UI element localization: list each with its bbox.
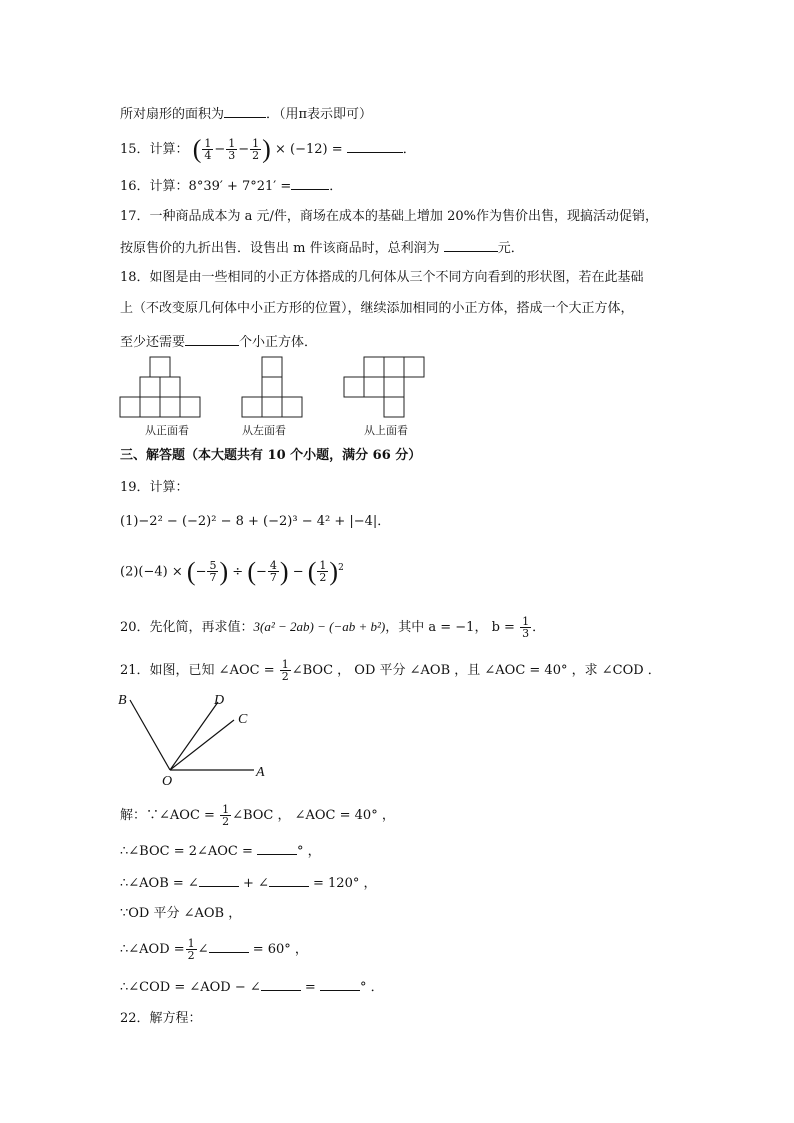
sol2-post: ° ， xyxy=(297,844,321,859)
sol1-text-rest: ∠BOC ， ∠AOC = 40° ， xyxy=(232,808,395,823)
q20-text: 20．先化简，再求值： xyxy=(120,620,254,635)
question-18-line1: 18．如图是由一些相同的小正方体搭成的几何体从三个不同方向看到的形状图，若在此基础 xyxy=(120,270,644,285)
question-16 xyxy=(120,175,342,197)
sol3-post: = 120° ， xyxy=(313,876,377,891)
sol1-text: 解：∵∠AOC = xyxy=(120,808,215,823)
front-view-label: 从正面看 xyxy=(145,425,189,437)
sol3-text: ∴∠AOB = ∠ xyxy=(120,876,199,891)
q18-post: 个小正方体． xyxy=(239,335,318,350)
point-A: A xyxy=(256,765,265,780)
q15-post: ． xyxy=(402,142,416,157)
answer-blank[interactable] xyxy=(347,138,403,153)
answer-blank[interactable] xyxy=(261,976,301,991)
sol3-mid: + ∠ xyxy=(242,876,269,891)
question-18-line2: 上（不改变原几何体中小正方形的位置），继续添加相同的小正方体，搭成一个大正方体， xyxy=(120,301,634,316)
left-view-label: 从左面看 xyxy=(242,425,286,437)
answer-blank[interactable] xyxy=(257,840,297,855)
q19-part2-label: (2) xyxy=(120,564,139,580)
top-view-label: 从上面看 xyxy=(364,425,408,437)
three-views-figure xyxy=(110,352,440,440)
answer-blank[interactable] xyxy=(224,103,266,118)
q16-post: ． xyxy=(329,179,343,194)
solution-line-2 xyxy=(120,840,321,862)
q20-condition: ，其中 a = −1， b = xyxy=(385,620,515,635)
answer-blank[interactable] xyxy=(444,237,498,252)
q19-part2: (2)(−4) × (− $\frac{5}{7}$ ) ÷ (− $\frac{4}{7}$ ) − ( $\frac{1}{2}$ )$^2$ xyxy=(120,556,344,586)
sol6-text: ∴∠COD = ∠AOD − ∠ xyxy=(120,980,261,995)
point-B: B xyxy=(118,693,127,708)
solution-line-5: ∴∠AOD = $\frac{1}{2}$ ∠ = 60° ， xyxy=(120,937,308,962)
question-22-label: 22．解方程： xyxy=(120,1011,202,1026)
point-C: C xyxy=(238,712,248,727)
q17-post: 元． xyxy=(497,241,524,256)
q14-note: ．（用π表示即可） xyxy=(266,107,373,122)
q19-part1: (1)−2² − (−2)² − 8 + (−2)³ − 4² + |−4|． xyxy=(120,514,391,529)
question-18-line3 xyxy=(120,331,317,353)
sol5-post: = 60° ， xyxy=(252,942,308,957)
point-D: D xyxy=(214,693,225,708)
answer-blank[interactable] xyxy=(269,872,309,887)
q17-text: 按原售价的九折出售．设售出 m 件该商品时，总利润为 xyxy=(120,241,440,256)
section-title: 三、解答题（本大题共有 10 个小题，满分 66 分） xyxy=(120,448,422,463)
q18-text: 至少还需要 xyxy=(120,335,186,350)
answer-blank[interactable] xyxy=(320,976,360,991)
answer-blank[interactable] xyxy=(291,175,329,190)
question-19-label: 19．计算： xyxy=(120,480,189,495)
angle-figure xyxy=(110,688,280,788)
answer-blank[interactable] xyxy=(185,331,239,346)
point-O: O xyxy=(162,774,173,788)
sol5-mid: ∠ xyxy=(197,942,209,957)
question-17-line1: 17．一种商品成本为 a 元/件，商场在成本的基础上增加 20%作为售价出售，现搞活动促销， xyxy=(120,209,658,224)
solution-line-1: 解：∵∠AOC = $\frac{1}{2}$ ∠BOC ， ∠AOC = 40° ， xyxy=(120,803,395,828)
answer-blank[interactable] xyxy=(199,872,239,887)
q21-text: 21．如图，已知 ∠AOC = xyxy=(120,663,275,678)
q16-text: 16．计算：8°39′ + 7°21′ = xyxy=(120,179,292,194)
question-15: 15．计算： ( $\frac{1}{4}$ − $\frac{1}{3}$ − $\frac{1}{2}$ ) × (−12) = ． xyxy=(120,134,416,164)
solution-line-3 xyxy=(120,872,377,894)
q14-text: 所对扇形的面积为 xyxy=(120,107,225,122)
sol6-mid: = xyxy=(304,980,316,995)
question-17-line2 xyxy=(120,237,524,259)
sol5-text: ∴∠AOD = xyxy=(120,942,185,957)
q15-label: 15．计算： xyxy=(120,142,189,157)
q21-text-rest: ∠BOC ， OD 平分 ∠AOB ，且 ∠AOC = 40° ，求 ∠COD ． xyxy=(291,663,661,678)
solution-line-4: ∵OD 平分 ∠AOB ， xyxy=(120,906,242,921)
q20-expression: 3(a² − 2ab) − (−ab + b²) xyxy=(253,619,386,634)
answer-blank[interactable] xyxy=(209,938,249,953)
question-21: 21．如图，已知 ∠AOC = $\frac{1}{2}$ ∠BOC ， OD 平分 ∠AOB ，且 ∠AOC = 40° ，求 ∠COD ． xyxy=(120,658,661,683)
sol6-post: ° ． xyxy=(359,980,384,995)
question-14-tail xyxy=(120,103,372,125)
solution-line-6 xyxy=(120,976,384,998)
question-20: 20．先化简，再求值：3(a² − 2ab) − (−ab + b²)，其中 a = −1， b = $\frac{1}{3}$ ． xyxy=(120,615,546,640)
sol2-text: ∴∠BOC = 2∠AOC = xyxy=(120,844,253,859)
